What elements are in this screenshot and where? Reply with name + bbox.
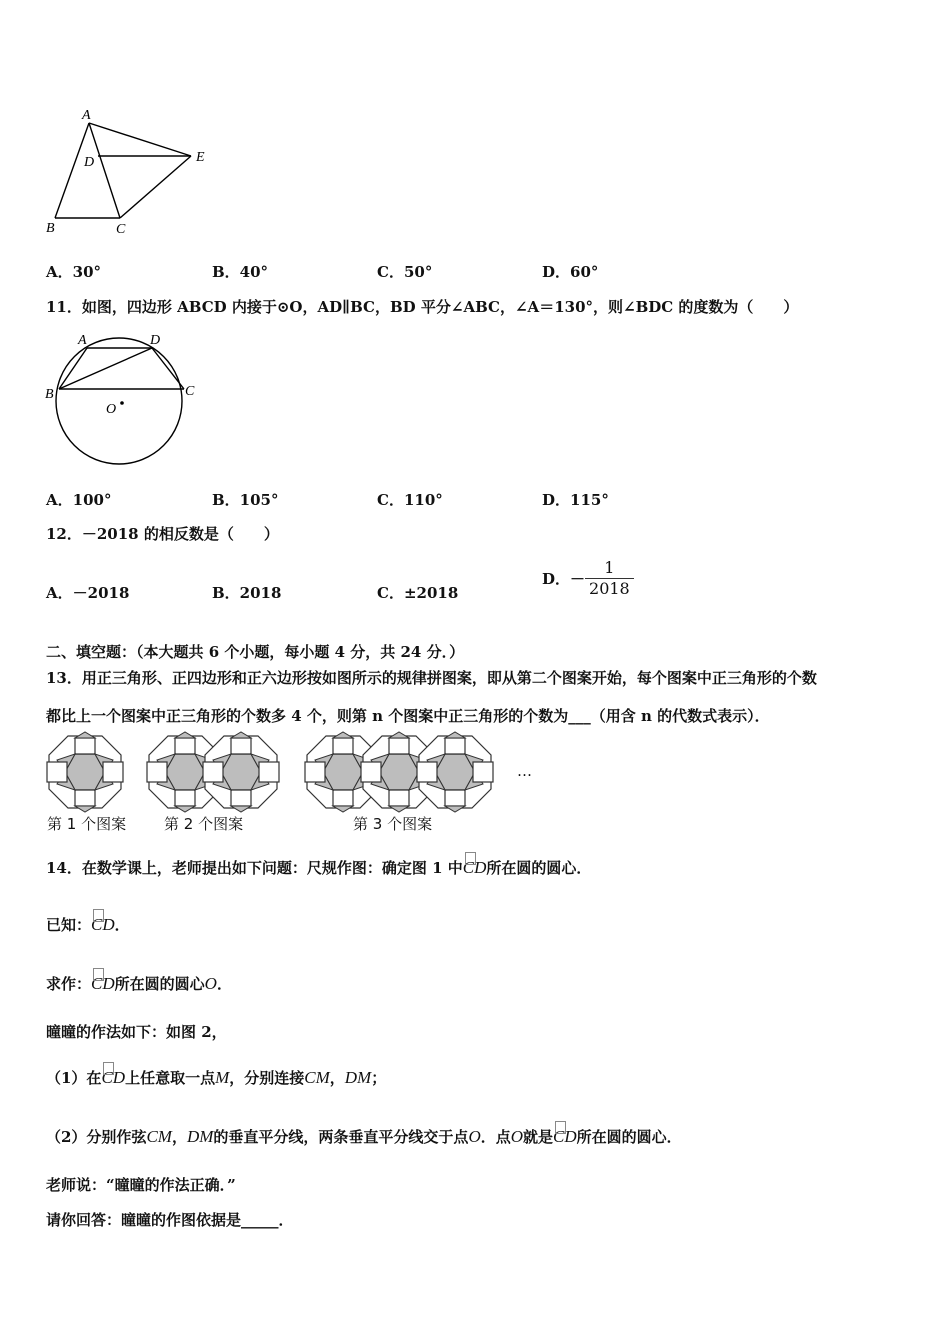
q10-option-a: A．30° [46,263,102,281]
step2-b: 的垂直平分线，两条垂直平分线交于点 [213,1128,469,1146]
q12-option-c: C．±2018 [377,584,459,602]
q12-option-b: B．2018 [212,584,282,602]
point-o: O [204,974,217,993]
step2-a: （2）分别作弦 [46,1128,147,1146]
pattern-3 [305,732,493,812]
q13-line2: 都比上一个图案中正三角形的个数多 4 个，则第 n 个图案中正三角形的个数为___（用含 n 的代数式表示）． [46,707,770,725]
find-label: 求作： [46,975,92,993]
label-E: E [196,150,205,165]
pattern-1 [47,732,123,812]
arc-cd: CD [91,915,115,934]
find-b: 所在圆的圆心 [114,975,205,993]
label-D: D [84,155,95,170]
q13-line1: 13．用正三角形、正四边形和正六边形按如图所示的规律拼图案，即从第二个图案开始，每个图案中正三角形的个数 [46,669,817,687]
q10-figure [40,105,220,240]
step1-a: （1）在 [46,1069,102,1087]
section-heading: 二、填空题：（本大题共 6 个小题，每小题 4 分，共 24 分．） [46,643,465,661]
step2-c: ．点 [480,1128,511,1146]
arc-cd: CD [101,1068,126,1087]
find-end: ． [216,975,232,993]
label-A: A [82,108,91,123]
step2-d: 就是 [523,1128,554,1146]
comma: ， [329,1069,345,1087]
label-D: D [150,333,161,348]
q11-option-d: D．115° [542,491,609,509]
q14-l1b: 所在圆的圆心． [486,859,592,877]
pattern-caption-3: 第 3 个图案 [353,815,433,833]
label-C: C [116,222,126,237]
q11-option-a: A．100° [46,491,112,509]
label-B: B [45,387,54,402]
arc-cd: CD [462,858,487,877]
q14-step1 [46,1067,386,1088]
q11-option-c: C．110° [377,491,443,509]
q14-step2 [46,1126,682,1147]
segment-dm: DM [186,1127,214,1146]
q11-figure [40,327,200,472]
label-O: O [106,402,117,417]
point-m: M [215,1068,230,1087]
q14-known [46,914,130,935]
q12-text: 12．－2018 的相反数是（ ） [46,525,279,543]
q10-option-d: D．60° [542,263,599,281]
pattern-caption-2: 第 2 个图案 [164,815,244,833]
q14-teacher: 老师说：“曈曈的作法正确．” [46,1176,236,1194]
q11-text: 11．如图，四边形 ABCD 内接于⊙O，AD∥BC，BD 平分∠ABC，∠A＝130°，则∠BDC 的度数为（ ） [46,298,799,316]
segment-cm: CM [146,1127,172,1146]
point-o: O [468,1127,481,1146]
step1-c: ，分别连接 [229,1069,305,1087]
segment-dm: DM [344,1068,372,1087]
label-B: B [46,221,55,236]
pattern-2 [147,732,279,812]
known-label: 已知： [46,916,92,934]
comma: ， [171,1128,187,1146]
arc-cd: CD [91,974,115,993]
fraction-denominator: 2018 [585,578,634,599]
pattern-caption-1: 第 1 个图案 [47,815,127,833]
q12-option-a: A．－2018 [46,584,130,602]
q13-patterns [40,730,560,815]
point-o: O [510,1127,524,1146]
q14-line1 [46,857,591,878]
q14-method: 曈曈的作法如下：如图 2， [46,1023,227,1041]
step1-b: 上任意取一点 [125,1069,216,1087]
fraction [585,558,634,599]
label-A: A [78,333,87,348]
step1-end: ； [371,1069,387,1087]
q10-option-c: C．50° [377,263,433,281]
arc-cd: CD [553,1127,577,1146]
label-C: C [185,384,195,399]
q12-option-d-prefix: D．－ [542,570,586,588]
q12-option-d [542,558,634,599]
step2-e: 所在圆的圆心． [576,1128,682,1146]
q14-answer: 请你回答：曈曈的作图依据是_____． [46,1211,294,1229]
segment-cm: CM [304,1068,330,1087]
q14-find [46,973,232,994]
q10-option-b: B．40° [212,263,269,281]
q14-l1a: 14．在数学课上，老师提出如下问题：尺规作图：确定图 1 中 [46,859,463,877]
q11-option-b: B．105° [212,491,279,509]
known-end: ． [114,916,130,934]
fraction-numerator: 1 [604,558,615,577]
ellipsis: … [517,762,532,780]
